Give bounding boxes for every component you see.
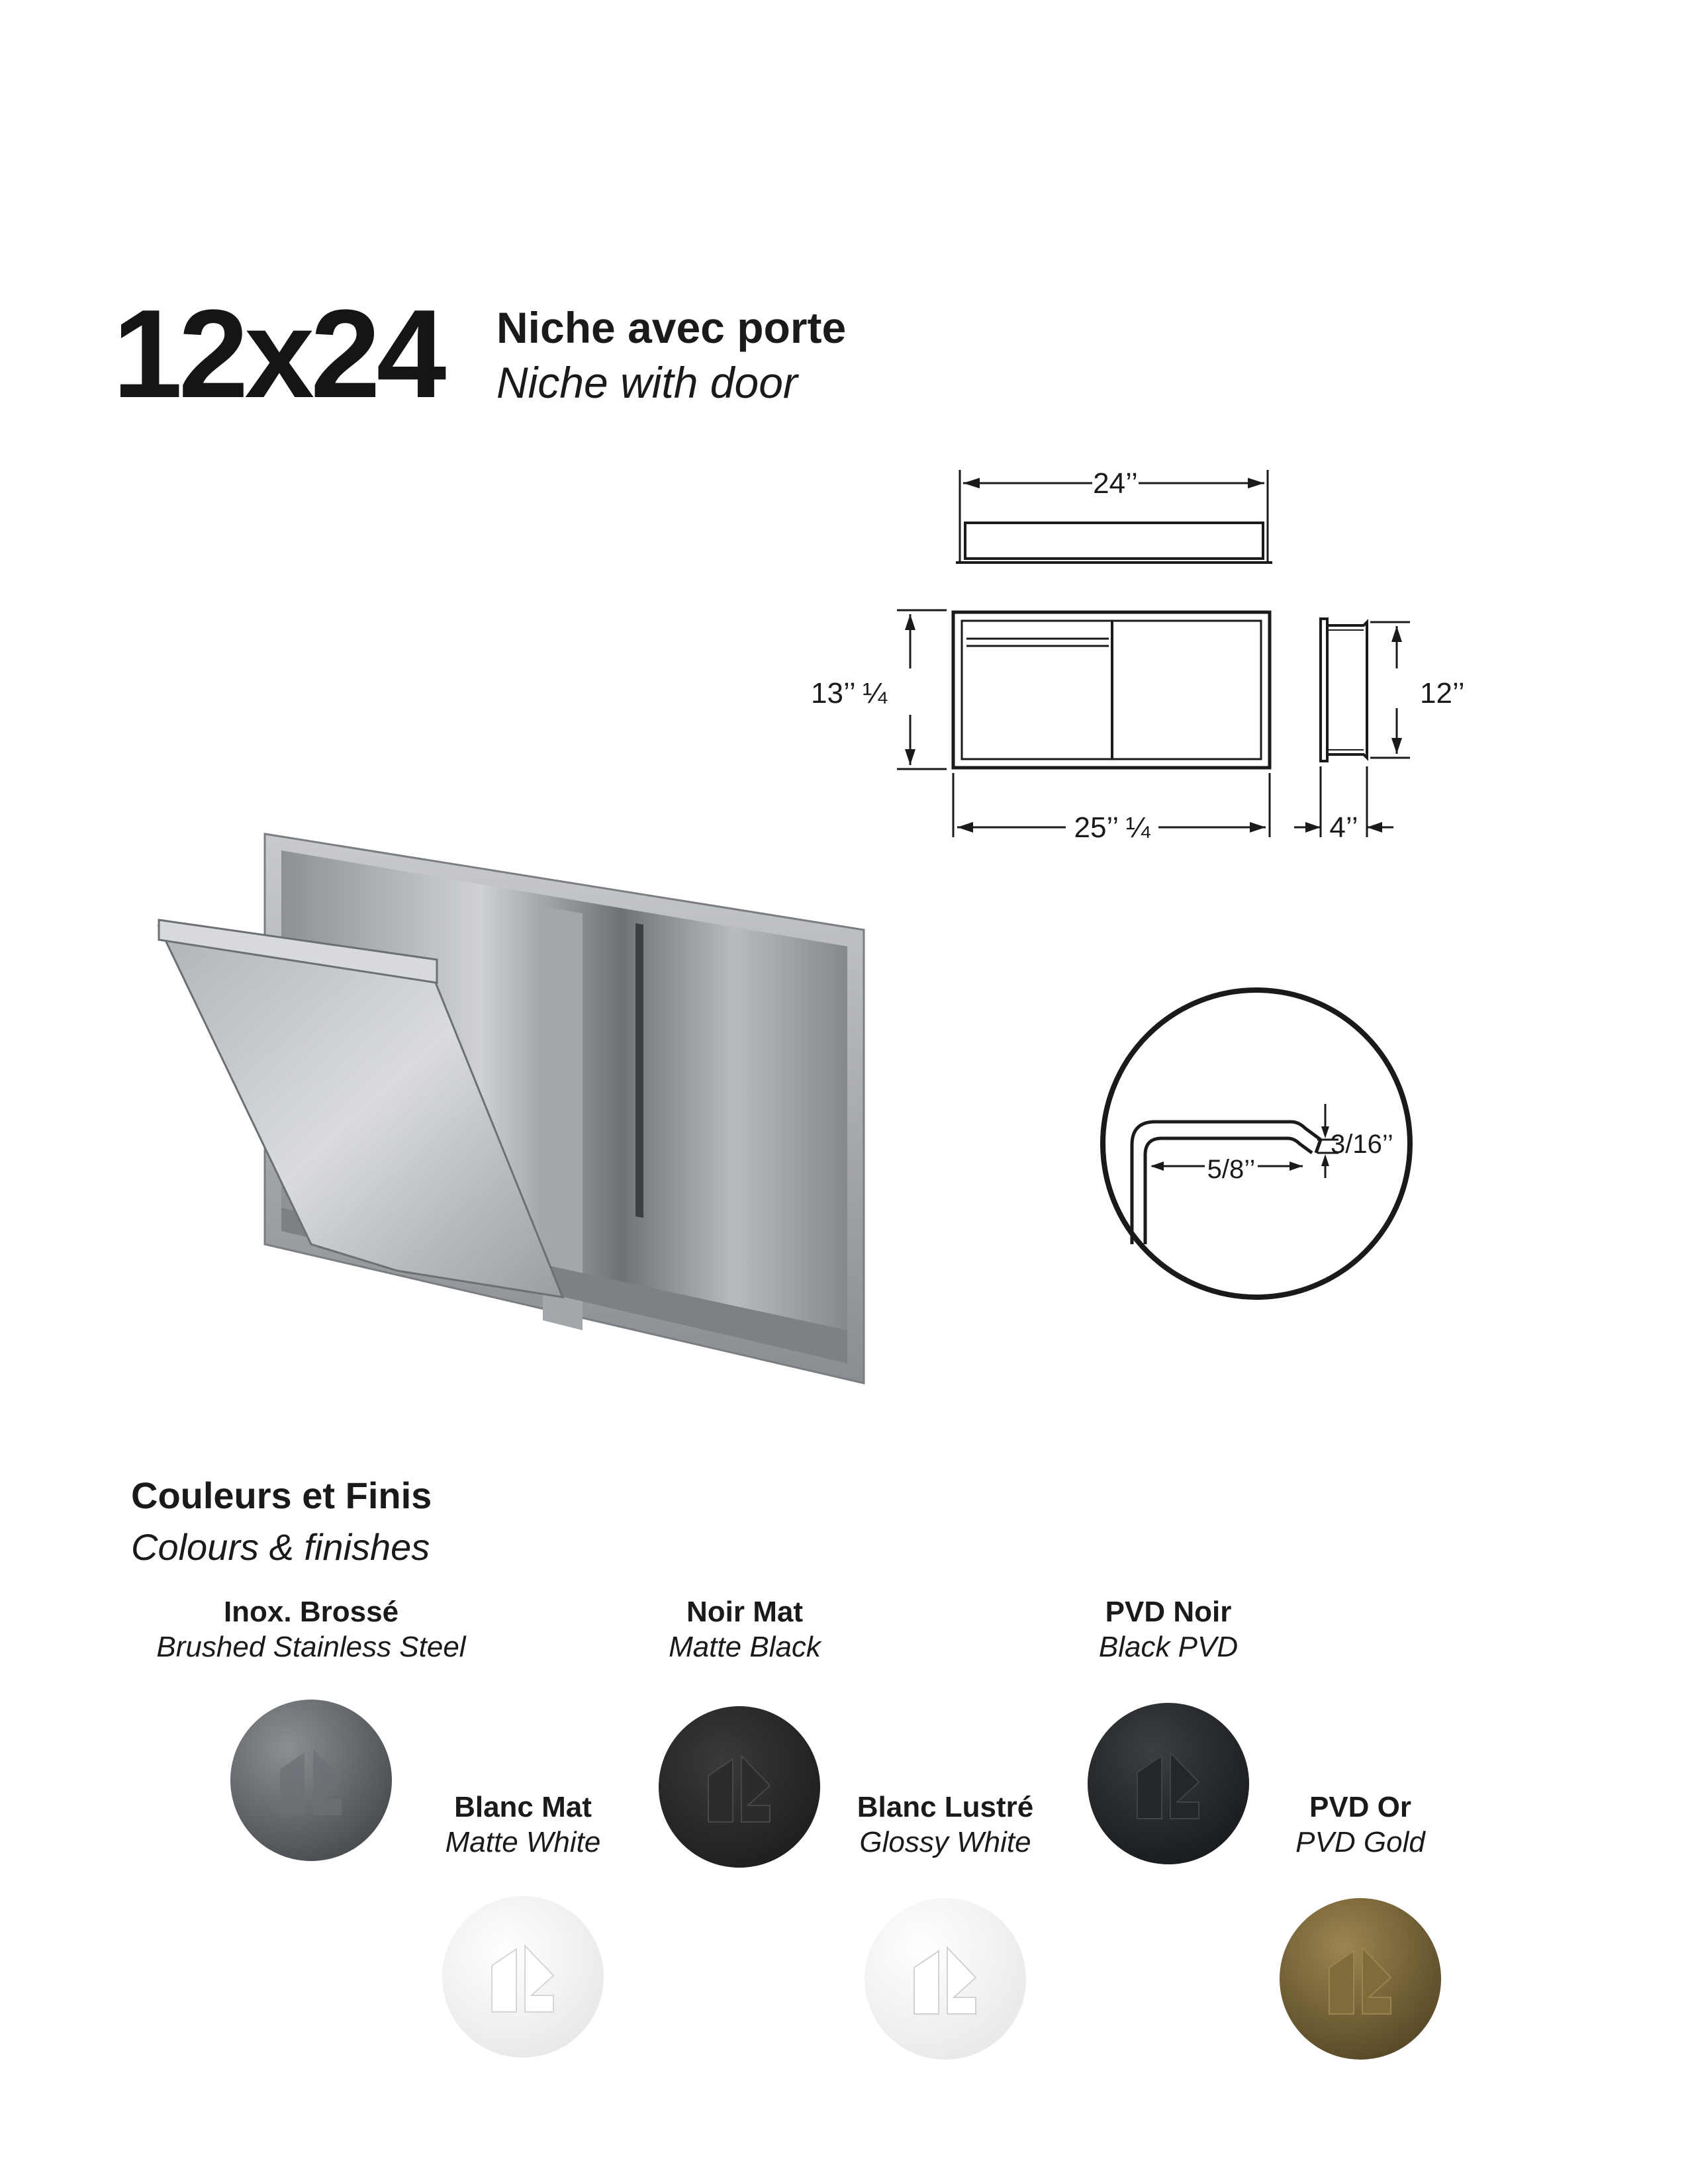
finish-name-fr: PVD Or [1309, 1791, 1412, 1823]
finish-name-en: Black PVD [1098, 1630, 1239, 1663]
dim-flange-width: 5/8’’ [1207, 1155, 1256, 1184]
flange-detail [1092, 979, 1423, 1310]
finish-name-fr: Blanc Lustré [857, 1791, 1034, 1823]
finish-name-en: Matte White [445, 1825, 601, 1858]
finish-name-fr: Blanc Mat [454, 1791, 592, 1823]
finish-name-en: Brushed Stainless Steel [156, 1630, 466, 1663]
finish-name-en: PVD Gold [1295, 1825, 1425, 1858]
finish-name-fr: Noir Mat [686, 1596, 803, 1628]
finishes-title-en: Colours & finishes [131, 1526, 430, 1568]
product-size: 12x24 [113, 284, 443, 424]
finish-name-en: Glossy White [859, 1825, 1031, 1858]
dimension-drawings [811, 457, 1489, 867]
finish-name-en: Matte Black [669, 1630, 821, 1663]
dim-depth: 4’’ [1329, 811, 1358, 844]
dim-height-outer: 13’’ ¼ [811, 677, 887, 709]
product-title-fr: Niche avec porte [496, 303, 847, 352]
finish-name-fr: PVD Noir [1105, 1596, 1232, 1628]
finish-pvd-gold-label [1155, 1790, 1566, 1860]
finish-black-pvd-label [963, 1595, 1374, 1665]
finish-name-fr: Inox. Brossé [223, 1596, 399, 1628]
dim-width-top: 24’’ [1093, 467, 1138, 500]
finish-matte-black-label [539, 1595, 950, 1665]
dim-height-inner: 12’’ [1420, 677, 1465, 709]
swatch-matte-white[interactable] [442, 1896, 604, 2058]
swatch-glossy-white[interactable] [865, 1898, 1026, 2060]
swatch-pvd-gold[interactable] [1280, 1898, 1441, 2060]
dim-flange-thickness: 3/16’’ [1331, 1130, 1393, 1159]
product-title-en: Niche with door [496, 358, 798, 407]
product-image [146, 821, 900, 1403]
finishes-title-fr: Couleurs et Finis [131, 1475, 432, 1516]
finish-brushed-stainless-label [106, 1595, 516, 1665]
dim-width-outer: 25’’ ¼ [1074, 811, 1150, 844]
